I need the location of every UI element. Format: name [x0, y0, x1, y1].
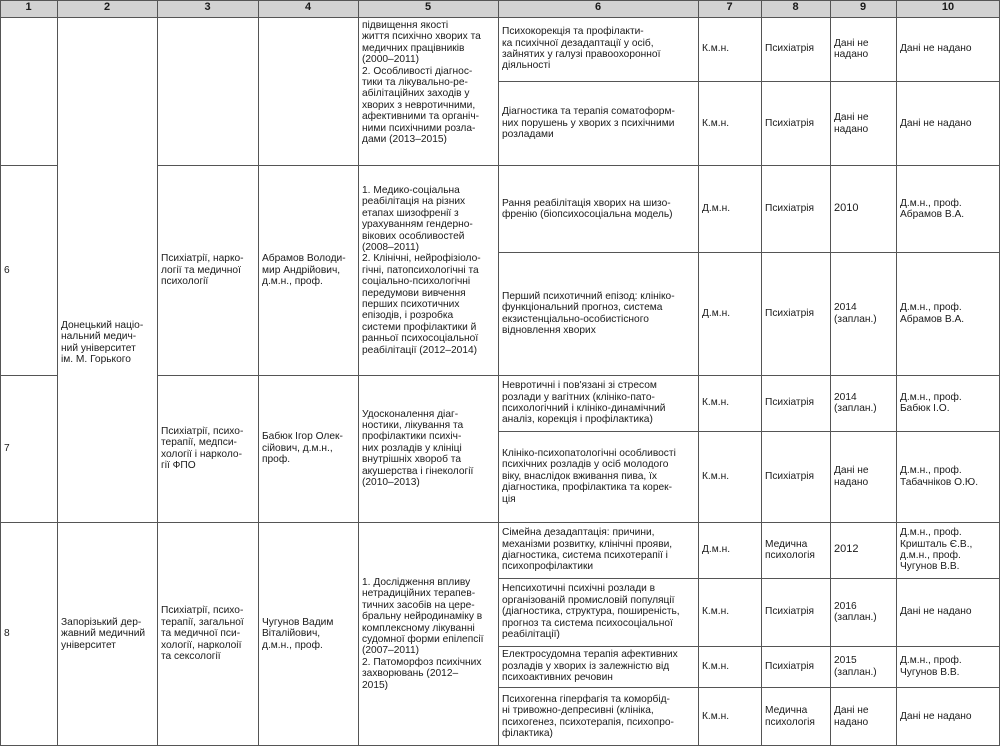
header-col-4: 4 [258, 0, 358, 17]
row8-sub1-topic: Сімейна дезадаптація: причини, механізми розвитку, клінічні прояви, діагностика, система психотерапії і психопрофілактики [502, 527, 673, 573]
row7-sub2-specialty: Психіатрія [765, 470, 815, 482]
cont-sub1-topic: Психокорекція та профілакти- ка психічної дезадаптації у осіб, зайнятих у галузі правоохоронної діяльності [502, 26, 661, 72]
cont-sub1-year: Дані не надано [834, 37, 869, 60]
row7-number: 7 [4, 442, 10, 454]
row6-number: 6 [4, 264, 10, 276]
row6-sub2-supervisor: Д.м.н., проф. Абрамов В.А. [900, 302, 965, 325]
row8-sub3-degree: К.м.н. [702, 660, 730, 672]
header-col-7: 7 [698, 0, 761, 17]
cont-research-topics: підвищення якості життя психічно хворих та медичних працівників (2000–2011) 2. Особливості діагнос- тики та лікувально-ре- абілітаційних заходів у хворих з невротичними, афективними та органіч- ними психічними розла- дами (2013–2015) [362, 20, 481, 146]
row7-sub1-topic: Невротичні і пов'язані зі стресом розлади у вагітних (клініко-пато- психологічний і клініко-динамічний аналіз, корекція і профілактика) [502, 380, 666, 426]
row6-sub2-year: 2014 (заплан.) [834, 302, 877, 325]
header-col-3: 3 [157, 0, 258, 17]
header-col-10: 10 [896, 0, 1000, 17]
row6-sub1-degree: Д.м.н. [702, 203, 731, 215]
row8-number: 8 [4, 628, 10, 640]
row8-research-topics: 1. Дослідження впливу нетрадиційних терапев- тичних засобів на цере- бральну нейродинаміку в комплексному лікуванні судомної форми епілепсії (2007–2011) 2. Патоморфоз психічних захворювань (2012– 2015) [362, 576, 484, 691]
cont-sub1-specialty: Психіатрія [765, 43, 815, 55]
cont-sub2-degree: К.м.н. [702, 117, 730, 129]
row6-sub2-specialty: Психіатрія [765, 307, 815, 319]
cont-sub1-supervisor: Дані не надано [900, 43, 972, 55]
row8-head: Чугунов Вадим Віталійович, д.м.н., проф. [262, 616, 334, 651]
row6-sub1-specialty: Психіатрія [765, 203, 815, 215]
row8-sub2-topic: Непсихотичні психічні розлади в організованій промисловій популяції (діагностика, структура, поширеність, прогноз та система психосоціальної реабілітації) [502, 583, 680, 641]
row8-sub1-specialty: Медична психологія [765, 538, 815, 561]
row8-sub1-degree: Д.м.н. [702, 544, 731, 556]
cont-sub2-supervisor: Дані не надано [900, 117, 972, 129]
row7-sub1-specialty: Психіатрія [765, 397, 815, 409]
row7-sub2-topic: Клініко-психопатологічні особливості психічних розладів у осіб молодого віку, внаслідок вживання пива, їх діагностика, профілактика та корек- ція [502, 447, 676, 505]
row7-department: Психіатрії, психо- терапії, медпси- хології і нарколо- гії ФПО [161, 425, 244, 471]
row6-research-topics: 1. Медико-соціальна реабілітація на різних етапах шизофренії з урахуванням гендерно- вікових особливостей (2008–2011) 2. Клінічні, нейрофізіоло- гічні, патопсихологічні та соціально-психологічні передумови вивчення перших психотичних епізодів, і розробка системи профілактики й ранньої психосоціальної реабілітації (2012–2014) [362, 184, 481, 356]
header-col-2: 2 [57, 0, 157, 17]
row7-sub2-supervisor: Д.м.н., проф. Табачніков О.Ю. [900, 465, 979, 488]
row8-sub3-topic: Електросудомна терапія афективних розладів у хворих із залежністю від психоактивних речовин [502, 649, 678, 684]
row8-sub1-supervisor: Д.м.н., проф. Кришталь Є.В., д.м.н., проф. Чугунов В.В. [900, 527, 973, 573]
row8-sub4-supervisor: Дані не надано [900, 710, 972, 722]
row8-sub3-specialty: Психіатрія [765, 660, 815, 672]
university-donetsk: Донецький націо- нальний медич- ний університет ім. М. Горького [61, 320, 144, 366]
university-zaporizhzhia: Запорізький дер- жавний медичний університет [61, 616, 146, 651]
row6-sub2-degree: Д.м.н. [702, 307, 731, 319]
header-col-5: 5 [358, 0, 498, 17]
row8-sub2-supervisor: Дані не надано [900, 606, 972, 618]
header-col-9: 9 [830, 0, 896, 17]
row8-sub4-topic: Психогенна гіперфагія та коморбід- ні тривожно-депресивні (клініка, психогенез, психотерапія, психопро- філактика) [502, 693, 674, 739]
cont-sub2-topic: Діагностика та терапія соматоформ- них порушень у хворих з психічними розладами [502, 106, 675, 141]
row8-sub2-year: 2016 (заплан.) [834, 600, 877, 623]
cont-sub2-year: Дані не надано [834, 112, 869, 135]
row7-sub1-degree: К.м.н. [702, 397, 730, 409]
row6-head: Абрамов Володи- мир Андрійович, д.м.н., проф. [262, 253, 346, 288]
cont-sub2-specialty: Психіатрія [765, 117, 815, 129]
header-col-1: 1 [0, 0, 57, 17]
row6-sub1-year: 2010 [834, 202, 859, 215]
row8-sub3-supervisor: Д.м.н., проф. Чугунов В.В. [900, 655, 962, 678]
row8-sub3-year: 2015 (заплан.) [834, 655, 877, 678]
row8-sub4-degree: К.м.н. [702, 710, 730, 722]
row7-sub2-year: Дані не надано [834, 465, 869, 488]
row6-department: Психіатрії, нарко- логії та медичної психології [161, 253, 244, 288]
cont-sub1-degree: К.м.н. [702, 43, 730, 55]
row6-sub1-supervisor: Д.м.н., проф. Абрамов В.А. [900, 197, 965, 220]
row7-sub1-supervisor: Д.м.н., проф. Бабюк І.О. [900, 391, 962, 414]
row8-sub1-year: 2012 [834, 543, 859, 556]
row6-sub1-topic: Рання реабілітація хворих на шизо- френію (біопсихосоціальна модель) [502, 197, 673, 220]
row7-sub2-degree: К.м.н. [702, 470, 730, 482]
row8-sub4-year: Дані не надано [834, 705, 869, 728]
row8-sub2-degree: К.м.н. [702, 606, 730, 618]
row8-sub2-specialty: Психіатрія [765, 606, 815, 618]
row7-research-topics: Удосконалення діаг- ностики, лікування та профілактики психіч- них розладів у клініці внутрішніх хвороб та акушерства і гінекології (2010–2013) [362, 408, 474, 489]
header-col-8: 8 [761, 0, 830, 17]
row8-department: Психіатрії, психо- терапії, загальної та медичної пси- хології, нарколоії та сексології [161, 605, 244, 663]
row7-head: Бабюк Ігор Олек- сійович, д.м.н., проф. [262, 431, 343, 466]
row8-sub4-specialty: Медична психологія [765, 705, 815, 728]
row7-sub1-year: 2014 (заплан.) [834, 391, 877, 414]
row6-sub2-topic: Перший психотичний епізод: клініко- функціональний прогноз, система екзистенціально-особистісного відновлення хворих [502, 290, 675, 336]
header-col-6: 6 [498, 0, 698, 17]
